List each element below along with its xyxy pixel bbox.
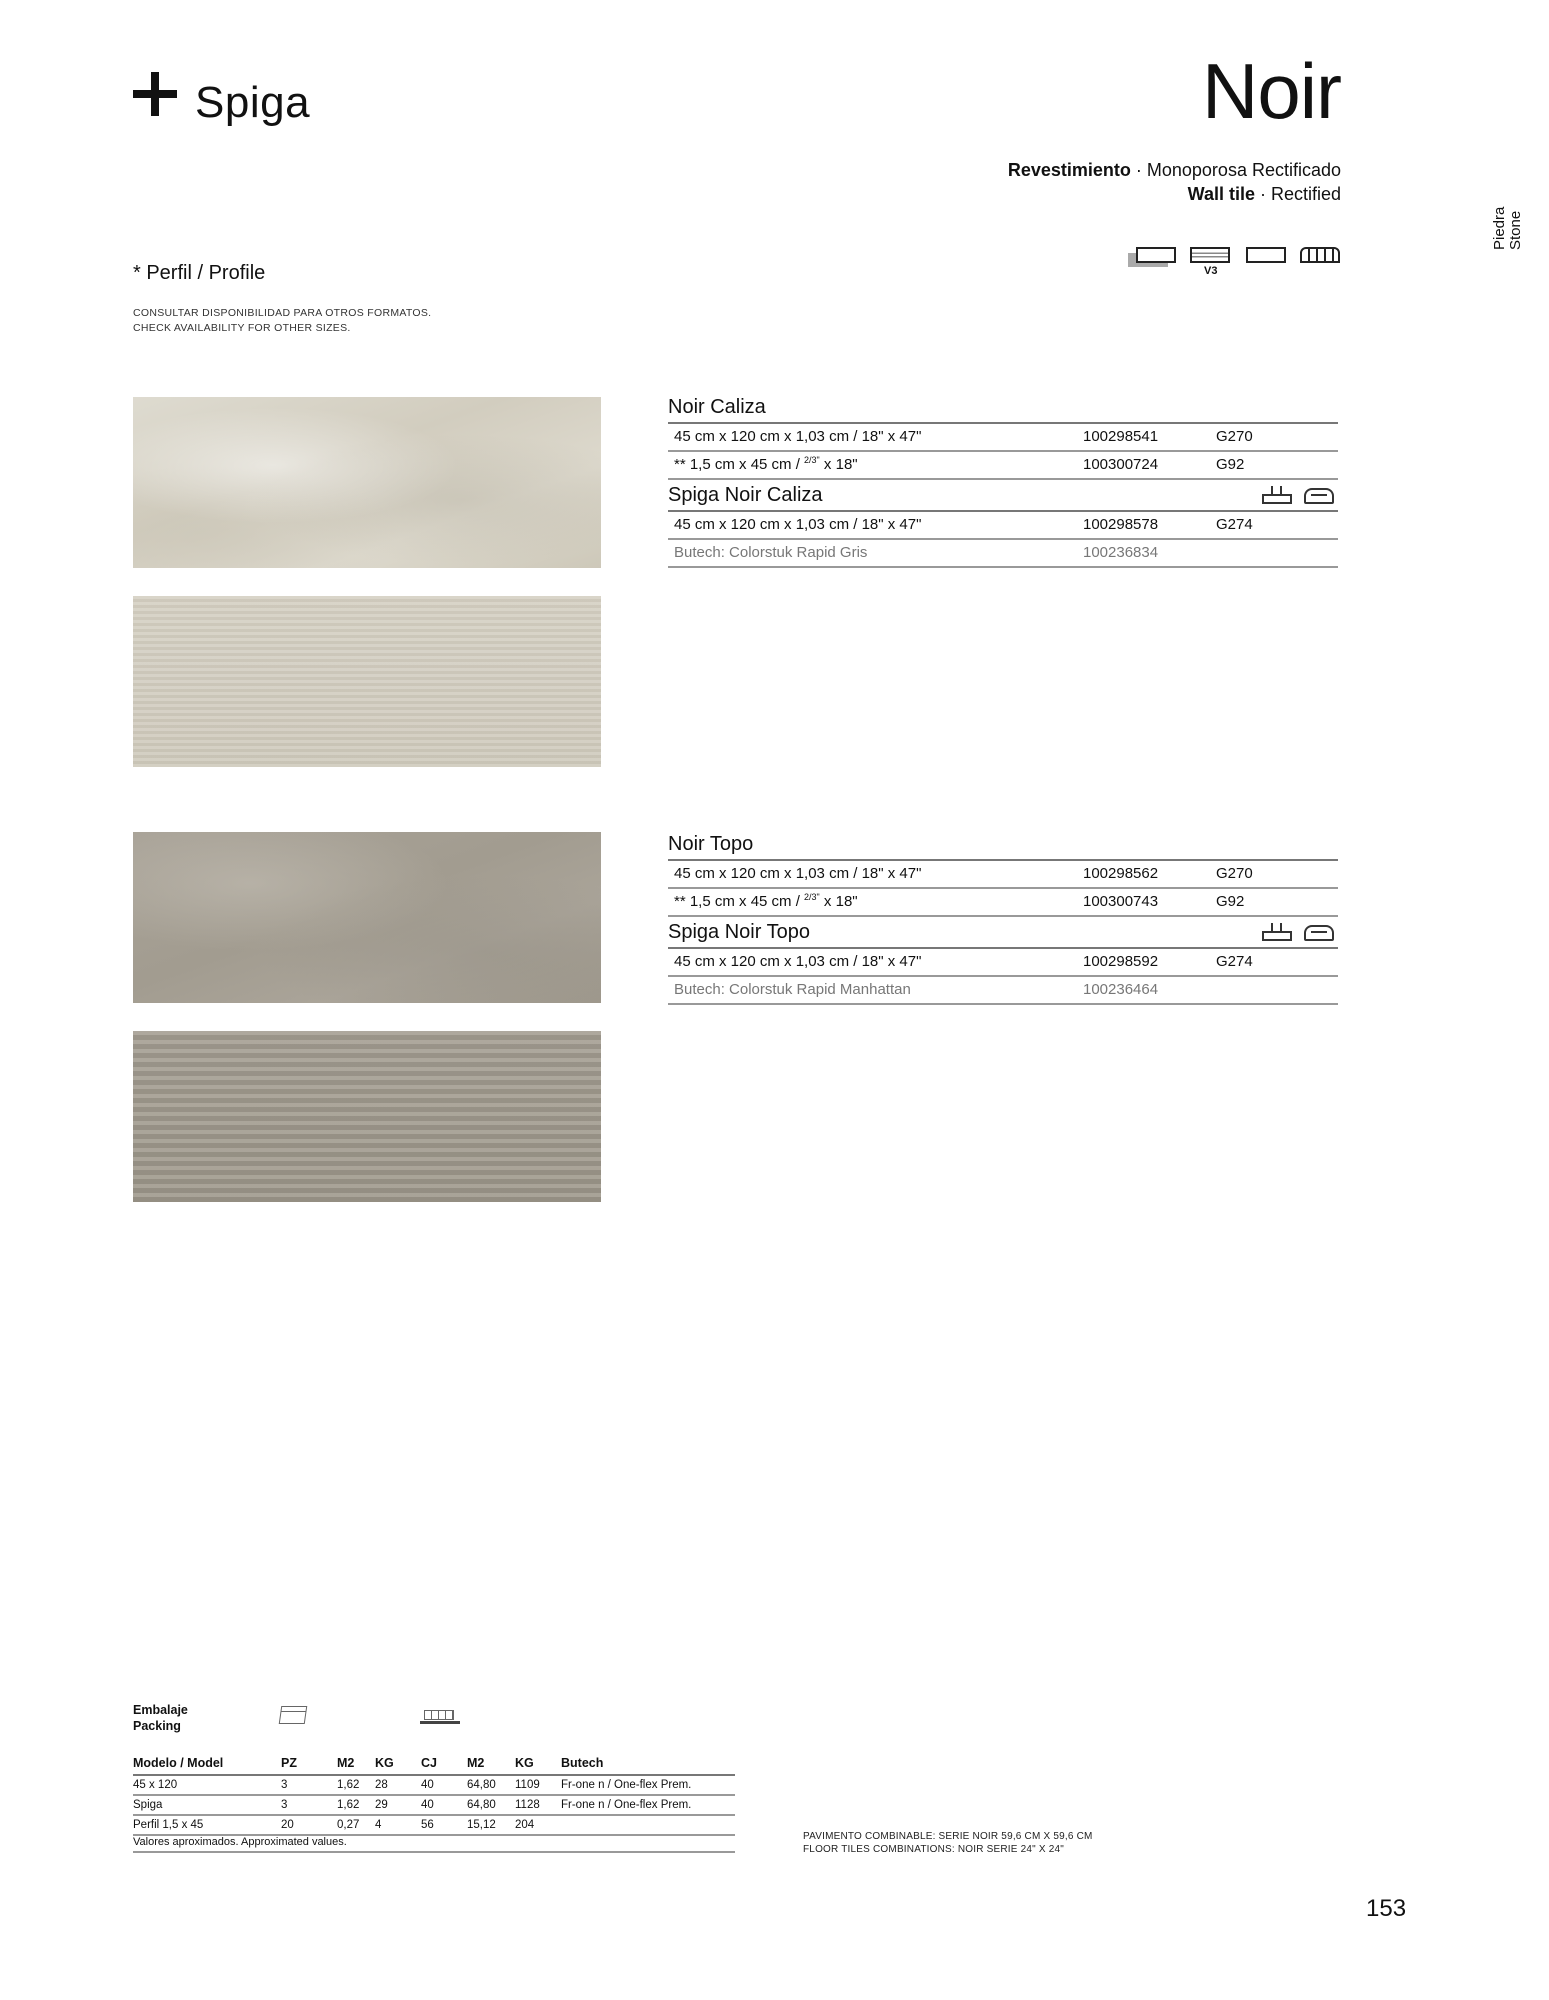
cell: Perfil 1,5 x 45 (133, 1815, 281, 1835)
product-code: 100298541 (1083, 428, 1159, 445)
product-code: 100300743 (1083, 893, 1159, 910)
product-group: G274 (1216, 516, 1253, 533)
product-block-topo (668, 829, 1338, 1005)
product-size: 45 cm x 120 cm x 1,03 cm / 18" x 47" (674, 953, 922, 970)
product-size: 45 cm x 120 cm x 1,03 cm / 18" x 47" (674, 428, 922, 445)
product-row (668, 452, 1338, 480)
availability-note-en: CHECK AVAILABILITY FOR OTHER SIZES. (133, 322, 351, 334)
combination-note-es: PAVIMENTO COMBINABLE: SERIE NOIR 59,6 CM X 59,6 CM (803, 1831, 1093, 1842)
cell (561, 1815, 735, 1835)
product-name: Noir Topo (668, 829, 1338, 861)
cell: 0,27 (337, 1815, 375, 1835)
col-header: Butech (561, 1752, 735, 1775)
tile-image-spiga-noir-topo (133, 1031, 601, 1202)
product-group: G92 (1216, 893, 1245, 910)
availability-note-es: CONSULTAR DISPONIBILIDAD PARA OTROS FORMATOS. (133, 307, 432, 319)
product-size: ** 1,5 cm x 45 cm / $^{2/3"}$ x 18" (674, 892, 858, 910)
cell: 1128 (515, 1795, 561, 1815)
packing-label-en: Packing (133, 1719, 181, 1733)
col-header: M2 (467, 1752, 515, 1775)
living-room-icon (1304, 488, 1334, 504)
cell: 15,12 (467, 1815, 515, 1835)
packing-row (133, 1815, 735, 1835)
butech-code: 100236464 (1083, 981, 1159, 998)
bathroom-icon (1262, 923, 1292, 941)
cell: 40 (421, 1775, 467, 1795)
relief-format-icon (1300, 247, 1340, 263)
mixed-format-icon (1190, 247, 1230, 263)
butech-row (668, 977, 1338, 1005)
cell: 64,80 (467, 1775, 515, 1795)
side-tab-es: Piedra (1491, 206, 1508, 250)
product-name: Noir Caliza (668, 392, 1338, 424)
product-group: G270 (1216, 865, 1253, 882)
packing-footnote: Valores aproximados. Approximated values. (133, 1833, 735, 1853)
format-icons (1128, 245, 1338, 285)
rectangle-format-icon (1246, 247, 1286, 263)
type-line-es (1008, 160, 1341, 181)
box-icon (279, 1706, 308, 1724)
variant-label: Spiga (195, 78, 311, 127)
cell: 28 (375, 1775, 421, 1795)
product-size: 45 cm x 120 cm x 1,03 cm / 18" x 47" (674, 516, 922, 533)
product-group: G92 (1216, 456, 1245, 473)
plus-icon (133, 72, 177, 116)
col-header: PZ (281, 1752, 337, 1775)
combination-note (803, 1830, 1093, 1856)
cell: 1,62 (337, 1795, 375, 1815)
spiga-product-name: Spiga Noir Topo (668, 917, 1338, 949)
combination-note-en: FLOOR TILES COMBINATIONS: NOIR SERIE 24" X 24" (803, 1844, 1064, 1855)
availability-note (133, 306, 431, 336)
cell: 3 (281, 1775, 337, 1795)
format-icon-label: V3 (1204, 265, 1218, 277)
col-header: KG (375, 1752, 421, 1775)
cell: 4 (375, 1815, 421, 1835)
cell: 3 (281, 1795, 337, 1815)
cell: 45 x 120 (133, 1775, 281, 1795)
product-code: 100300724 (1083, 456, 1159, 473)
packing-label-es: Embalaje (133, 1703, 188, 1717)
living-room-icon (1304, 925, 1334, 941)
packing-table (133, 1752, 735, 1836)
side-tab-en: Stone (1507, 210, 1524, 250)
product-size: ** 1,5 cm x 45 cm / $^{2/3"}$ x 18" (674, 455, 858, 473)
cell: Spiga (133, 1795, 281, 1815)
product-code: 100298578 (1083, 516, 1159, 533)
packing-row (133, 1795, 735, 1815)
type-desc-en: · Rectified (1254, 184, 1341, 204)
packing-header-row (133, 1752, 735, 1775)
series-title: Noir (1201, 47, 1341, 135)
butech-code: 100236834 (1083, 544, 1159, 561)
packing-label (133, 1702, 188, 1734)
product-row (668, 889, 1338, 917)
product-row (668, 424, 1338, 452)
spiga-product-name: Spiga Noir Caliza (668, 480, 1338, 512)
packing-row (133, 1775, 735, 1795)
bathroom-icon (1262, 486, 1292, 504)
cell: 56 (421, 1815, 467, 1835)
butech-label: Butech: Colorstuk Rapid Gris (674, 544, 868, 561)
col-header: M2 (337, 1752, 375, 1775)
type-line-en (1188, 184, 1341, 205)
tile-image-noir-caliza (133, 397, 601, 568)
cell: 20 (281, 1815, 337, 1835)
cell: 29 (375, 1795, 421, 1815)
usage-icons (1258, 486, 1338, 506)
cell: 64,80 (467, 1795, 515, 1815)
product-row (668, 861, 1338, 889)
product-group: G270 (1216, 428, 1253, 445)
cell: Fr-one n / One-flex Prem. (561, 1775, 735, 1795)
product-group: G274 (1216, 953, 1253, 970)
usage-icons (1258, 923, 1338, 943)
side-tab (1492, 186, 1542, 250)
product-size: 45 cm x 120 cm x 1,03 cm / 18" x 47" (674, 865, 922, 882)
col-header: KG (515, 1752, 561, 1775)
single-format-icon (1136, 247, 1176, 263)
page-number: 153 (1366, 1895, 1407, 1922)
cell: 204 (515, 1815, 561, 1835)
product-block-caliza (668, 392, 1338, 568)
type-label-en: Wall tile (1187, 184, 1255, 204)
type-label-es: Revestimiento (1007, 160, 1131, 180)
butech-label: Butech: Colorstuk Rapid Manhattan (674, 981, 911, 998)
col-header: Modelo / Model (133, 1752, 281, 1775)
product-row (668, 949, 1338, 977)
product-code: 100298592 (1083, 953, 1159, 970)
cell: 1,62 (337, 1775, 375, 1795)
col-header: CJ (421, 1752, 467, 1775)
tile-image-noir-topo (133, 832, 601, 1003)
cell: 40 (421, 1795, 467, 1815)
pallet-icon (420, 1710, 462, 1726)
tile-image-spiga-noir-caliza (133, 596, 601, 767)
product-code: 100298562 (1083, 865, 1159, 882)
product-row (668, 512, 1338, 540)
type-desc-es: · Monoporosa Rectificado (1130, 160, 1341, 180)
cell: 1109 (515, 1775, 561, 1795)
cell: Fr-one n / One-flex Prem. (561, 1795, 735, 1815)
profile-title: * Perfil / Profile (133, 262, 266, 284)
butech-row (668, 540, 1338, 568)
